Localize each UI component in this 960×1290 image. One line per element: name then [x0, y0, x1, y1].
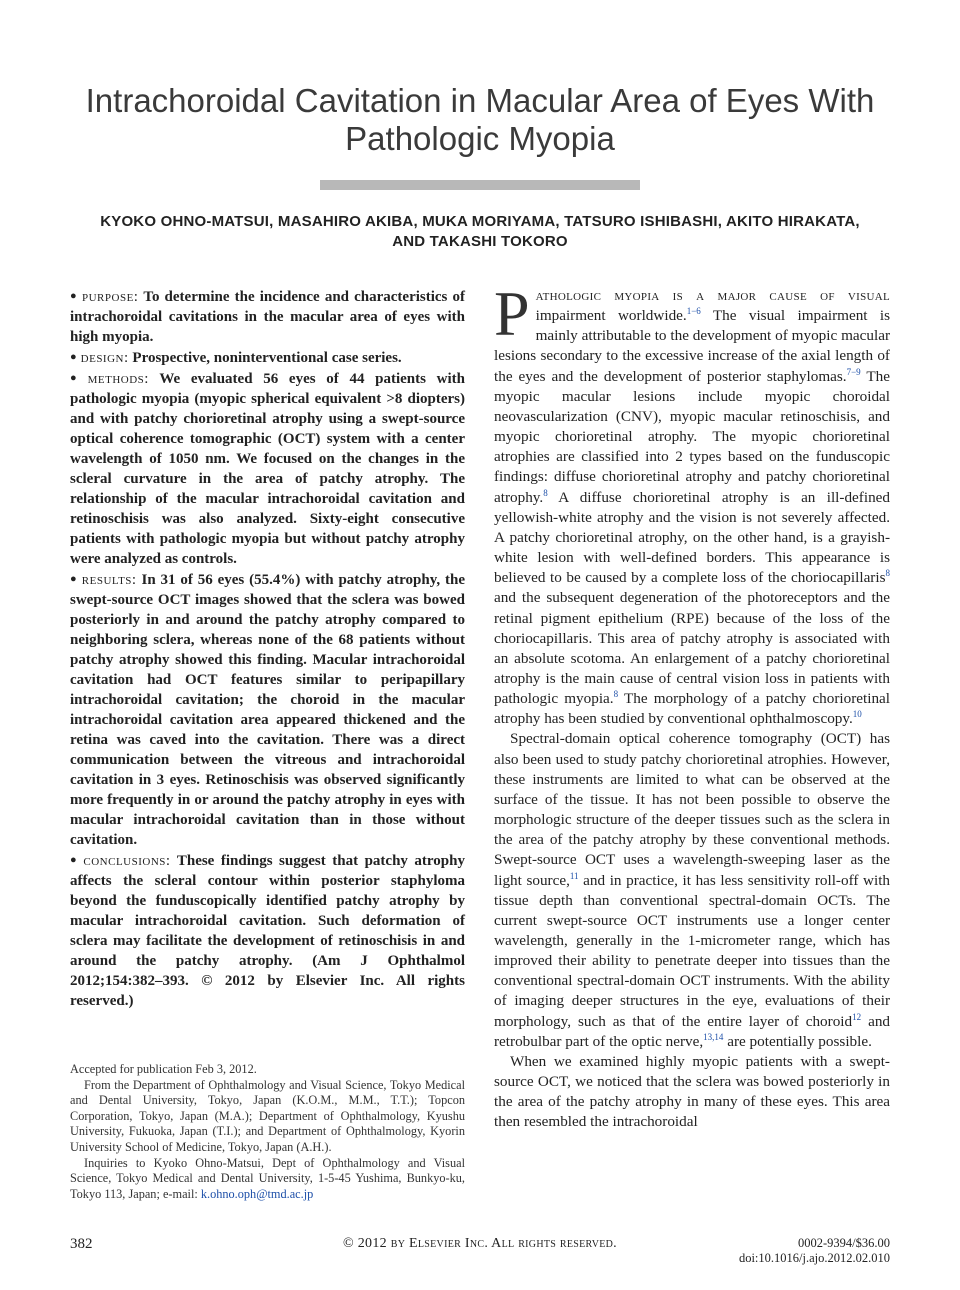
design-text: Prospective, noninterventional case series. [132, 350, 402, 366]
abstract [70, 286, 465, 1011]
reference-link[interactable]: 7−9 [846, 366, 861, 377]
page-number: 382 [70, 1236, 93, 1252]
conclusions-text: These findings suggest that patchy atrophy affects the scleral contour within posterior staphyloma beyond the funduscopically identified patchy atrophy by macular intrachoroidal cavitation. Such deformation of sclera may facilitate the development of retinoschisis in and around the patchy atrophy. [70, 853, 465, 969]
body-text-segment: Spectral-domain optical coherence tomography (OCT) has also been used to study patchy chorioretinal atrophies. However, these instruments are limited to what can be observed at the surface of the tissue. It has not been possible to observe the morphologic structure of the deeper tissues such as the sclera in the area of the patchy atrophy by these conventional methods. Swept-source OCT uses a wavelength-sweeping laser as the light source, [494, 730, 890, 889]
footer-copyright: © 2012 by Elsevier Inc. All rights reserved. [343, 1236, 617, 1251]
body-text-segment: The visual impairment is mainly attributable to the development of myopic macular lesions secondary to the excessive increase of the axial length of the eyes and the development of posterior staphylomas. [494, 307, 890, 385]
reference-link[interactable]: 13,14 [703, 1031, 724, 1042]
issn-price: 0002-9394/$36.00 [797, 1236, 890, 1250]
authors-line-1: KYOKO OHNO-MATSUI, MASAHIRO AKIBA, MUKA MORIYAMA, TATSURO ISHIBASHI, AKITO HIRAKATA, [100, 213, 860, 230]
reference-link[interactable]: 12 [852, 1011, 862, 1022]
body-text-segment: and in practice, it has less sensitivity roll-off with tissue depth than conventional spectral-domain OCTs. The current swept-source OCT instruments use a longer center wavelength, generally in the 1-micrometer range, which has improved their ability to penetrate deeper into tissues than the conventional spectral-domain OCT instruments. With the ability of imaging deeper structures in the eye, evaluations of their morphology, such as that of the entire layer of choroid [494, 871, 891, 1030]
title-divider [320, 180, 640, 190]
inquiries-text: Inquiries to Kyoko Ohno-Matsui, Dept of Ophthalmology and Visual Science, Tokyo Medical and Dental University, 1-5-45 Yushima, Bunkyo-ku, Tokyo 113, Japan; e-mail: [70, 1155, 465, 1201]
email-link[interactable]: k.ohno.oph@tmd.ac.jp [200, 1186, 314, 1201]
body-text-segment: A diffuse chorioretinal atrophy is an ill-defined yellowish-white atrophy and the vision is not severely affected. A patchy chorioretinal atrophy, on the other hand, is a grayish-white lesion with well-defined borders. This appearance is believed to be caused by a complete loss of the choriocapillaris [494, 488, 891, 587]
abstract-design [70, 347, 465, 368]
reference-link[interactable]: 8 [543, 487, 548, 498]
results-label: results: [81, 572, 137, 588]
drop-cap: P [494, 278, 530, 349]
author-list [60, 212, 900, 252]
results-text: In 31 of 56 eyes (55.4%) with patchy atrophy, the swept-source OCT images showed that the sclera was bowed posteriorly in and around the patchy atrophy compared to neighboring sclera, whereas none of the 68 patients without patchy atrophy showed this finding. Macular intrachoroidal cavitation had OCT features similar to peripapillary intrachoroidal cavitation; the choroid in the macular intrachoroidal cavitation area appeared thickened and the retina was caved into the cavitation. There was a direct communication between the vitreous and intrachoroidal cavitation in 3 eyes. Retinoschisis was observed significantly more frequently in or around the patchy atrophy in eyes with macular intrachoroidal cavitation than in those without cavitation. [70, 572, 465, 848]
reference-link[interactable]: 1−6 [686, 306, 701, 317]
affiliations: From the Department of Ophthalmology and Visual Science, Tokyo Medical and Dental University, Tokyo, Japan (K.O.M., M.M., T.T.); Topcon Corporation, Tokyo, Japan (M.A.); Department of Ophthalmology, Kyushu University, Fukuoka, Japan (T.I.); and Department of Ophthalmology, Kyorin University School of Medicine, Tokyo, Japan (A.H.). [70, 1077, 465, 1154]
abstract-purpose [70, 286, 465, 347]
purpose-text: To determine the incidence and characteristics of intrachoroidal cavitations in the macular area of eyes with high myopia. [70, 289, 465, 345]
bullet-icon: ● [70, 573, 78, 585]
body-text [494, 278, 891, 1133]
body-text-segment: The morphology of a patchy chorioretinal atrophy has been studied by conventional ophthalmoscopy. [494, 690, 891, 728]
correspondence [70, 1156, 465, 1203]
bullet-icon: ● [70, 290, 78, 302]
reference-link[interactable]: 11 [569, 870, 579, 881]
footer-identifiers [739, 1236, 890, 1266]
bullet-icon: ● [70, 351, 77, 363]
bullet-icon: ● [70, 372, 84, 384]
doi[interactable]: doi:10.1016/j.ajo.2012.02.010 [738, 1251, 890, 1265]
body-text-segment: are potentially possible. [727, 1032, 872, 1050]
reference-link[interactable]: 10 [852, 709, 862, 720]
bullet-icon: ● [70, 854, 80, 866]
abstract-citation: (Am J Ophthalmol 2012;154:382–393. © 2012 by Elsevier Inc. All rights reserved.) [70, 953, 465, 1009]
reference-link[interactable]: 8 [613, 689, 619, 700]
body-paragraph [494, 278, 891, 729]
body-text-segment: and the subsequent degeneration of the photoreceptors and the retinal pigment epithelium (RPE) because of the loss of the choriocapillaris. This area of patchy atrophy is associated with an absolute scotoma. An enlargement of a patchy chorioretinal atrophy is the main cause of central vision loss in patients with pathologic myopia. [494, 589, 890, 708]
lead-in-text: athologic myopia is a major cause of visual [535, 287, 890, 304]
conclusions-label: conclusions: [83, 853, 171, 869]
methods-text: We evaluated 56 eyes of 44 patients with pathologic myopia (myopic spherical equivalent >8 diopters) and with patchy chorioretinal atrophy using a swept-source optical coherence tomographic (OCT) system with a center wavelength of 1050 nm. We focused on the changes in the scleral curvature in the area of patchy atrophy. The relationship of the macular intrachoroidal cavitation and retinoschisis was also analyzed. Sixty-eight consecutive patients with pathologic myopia but without patchy atrophy were analyzed as controls. [70, 371, 465, 567]
abstract-methods [70, 368, 465, 569]
body-text-segment: and retrobulbar part of the optic nerve, [494, 1012, 891, 1050]
title-line-1: Intrachoroidal Cavitation in Macular Area of Eyes With [85, 82, 875, 119]
accepted-date: Accepted for publication Feb 3, 2012. [70, 1062, 257, 1076]
abstract-conclusions [70, 850, 465, 1011]
title-line-2: Pathologic Myopia [345, 120, 615, 157]
body-text-segment: The myopic macular lesions include myopic choroidal neovascularization (CNV), myopic macular retinoschisis, and myopic chorioretinal atrophy. The myopic chorioretinal atrophies are classified into 2 types based on the funduscopic findings: diffuse chorioretinal atrophy and patchy chorioretinal atrophy. [494, 367, 890, 506]
reference-link[interactable]: 8 [885, 568, 890, 579]
body-paragraph: When we examined highly myopic patients with a swept-source OCT, we noticed that the sclera was bowed posteriorly in the area of the patchy atrophy in many of these eyes. This area then resembled the intrachoroidal [494, 1052, 890, 1131]
authors-line-2: AND TAKASHI TOKORO [392, 233, 568, 250]
body-paragraph [494, 729, 890, 1052]
body-text-segment: impairment worldwide. [535, 307, 687, 325]
purpose-label: purpose: [82, 289, 139, 305]
abstract-results [70, 569, 465, 850]
footnotes [70, 1062, 465, 1202]
article-title [60, 82, 900, 158]
methods-label: methods: [87, 371, 149, 387]
design-label: design: [80, 350, 129, 366]
